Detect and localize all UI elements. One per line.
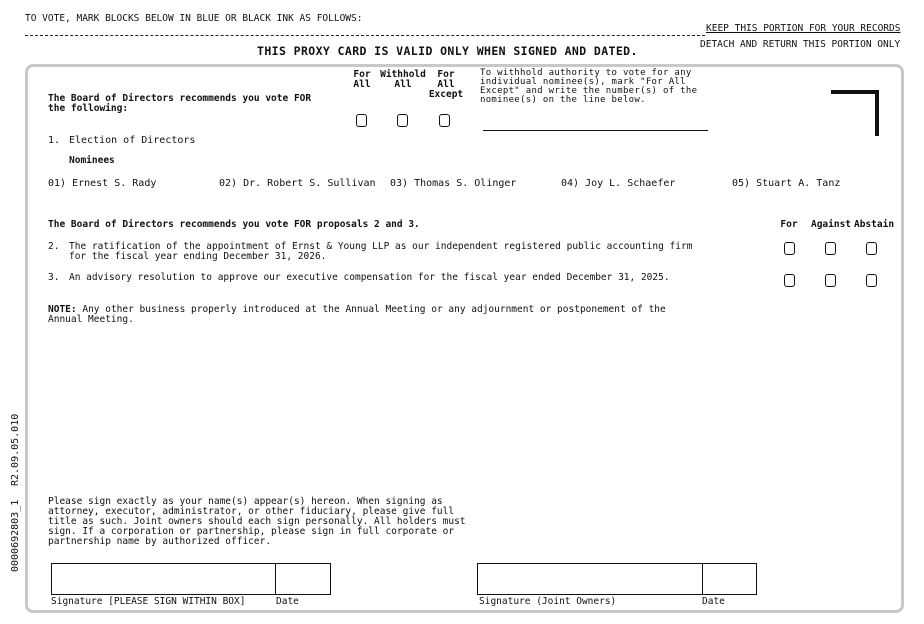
- joint-date-box[interactable]: [702, 563, 757, 595]
- proposal-3-text: An advisory resolution to approve our executive compensation for the fiscal year ended December 31, 2025.: [69, 272, 670, 283]
- signing-instructions: Please sign exactly as your name(s) appear(s) hereon. When signing as attorney, executor, administrator, or other fiduciary, please give full title as such. Joint owners should each sign personally. All holders must sign. If a corporation or partnership, please sign in full corporate or partnership name by authorized officer.: [48, 496, 466, 547]
- proposal-3-for-checkbox[interactable]: [784, 274, 795, 287]
- directors-recommendation: The Board of Directors recommends you vote FOR the following:: [48, 93, 312, 114]
- nominee-exception-line[interactable]: [483, 130, 708, 131]
- detach-return-label: DETACH AND RETURN THIS PORTION ONLY: [700, 39, 901, 50]
- col-header-withhold-all: Withhold All: [380, 69, 426, 90]
- date-label: Date: [276, 596, 299, 607]
- nominee-04: 04) Joy L. Schaefer: [561, 178, 676, 189]
- side-code-document: 0000692803_1: [10, 499, 21, 572]
- joint-signature-box[interactable]: [477, 563, 703, 595]
- note: NOTE: Any other business properly introduced at the Annual Meeting or any adjournment or postponement of the Annual Meeting.: [48, 304, 666, 325]
- proposal-2-against-checkbox[interactable]: [825, 242, 836, 255]
- col-header-for-all: For All: [353, 69, 371, 90]
- vote-instruction: TO VOTE, MARK BLOCKS BELOW IN BLUE OR BLACK INK AS FOLLOWS:: [25, 13, 363, 24]
- proposal-2-abstain-checkbox[interactable]: [866, 242, 877, 255]
- registration-corner-mark: [831, 90, 879, 136]
- withhold-all-checkbox[interactable]: [397, 114, 408, 127]
- withhold-instruction: To withhold authority to vote for any individual nominee(s), mark "For All Except" and write the number(s) of the nominee(s) on the line below.: [480, 68, 698, 105]
- col-header-abstain: Abstain: [854, 219, 895, 230]
- proposal-2-for-checkbox[interactable]: [784, 242, 795, 255]
- proposal-2-text: The ratification of the appointment of Ernst & Young LLP as our independent registered public accounting firm for the fiscal year ending December 31, 2026.: [69, 241, 693, 262]
- side-code-revision: R2.09.05.010: [10, 413, 21, 486]
- proposals-recommendation: The Board of Directors recommends you vote FOR proposals 2 and 3.: [48, 219, 420, 230]
- for-all-checkbox[interactable]: [356, 114, 367, 127]
- nominee-05: 05) Stuart A. Tanz: [732, 178, 841, 189]
- detach-dashed-line: [25, 35, 705, 36]
- signature-box[interactable]: [51, 563, 276, 595]
- nominee-01: 01) Ernest S. Rady: [48, 178, 157, 189]
- joint-date-label: Date: [702, 596, 725, 607]
- keep-portion-label: KEEP THIS PORTION FOR YOUR RECORDS: [706, 23, 901, 34]
- col-header-against: Against: [810, 219, 852, 230]
- nominee-03: 03) Thomas S. Olinger: [390, 178, 517, 189]
- for-all-except-checkbox[interactable]: [439, 114, 450, 127]
- item-1-number: 1.: [48, 135, 61, 146]
- proposal-3-abstain-checkbox[interactable]: [866, 274, 877, 287]
- proposal-3-number: 3.: [48, 272, 60, 283]
- col-header-for: For: [780, 219, 798, 230]
- proposal-2-number: 2.: [48, 241, 60, 252]
- proposal-3-against-checkbox[interactable]: [825, 274, 836, 287]
- joint-signature-label: Signature (Joint Owners): [479, 596, 617, 607]
- valid-notice: THIS PROXY CARD IS VALID ONLY WHEN SIGNED AND DATED.: [257, 44, 638, 58]
- signature-label: Signature [PLEASE SIGN WITHIN BOX]: [51, 596, 246, 607]
- nominee-02: 02) Dr. Robert S. Sullivan: [219, 178, 376, 189]
- item-1-label: Election of Directors: [69, 135, 196, 146]
- nominees-label: Nominees: [69, 155, 115, 166]
- col-header-for-all-except: For All Except: [428, 69, 464, 100]
- date-box[interactable]: [275, 563, 331, 595]
